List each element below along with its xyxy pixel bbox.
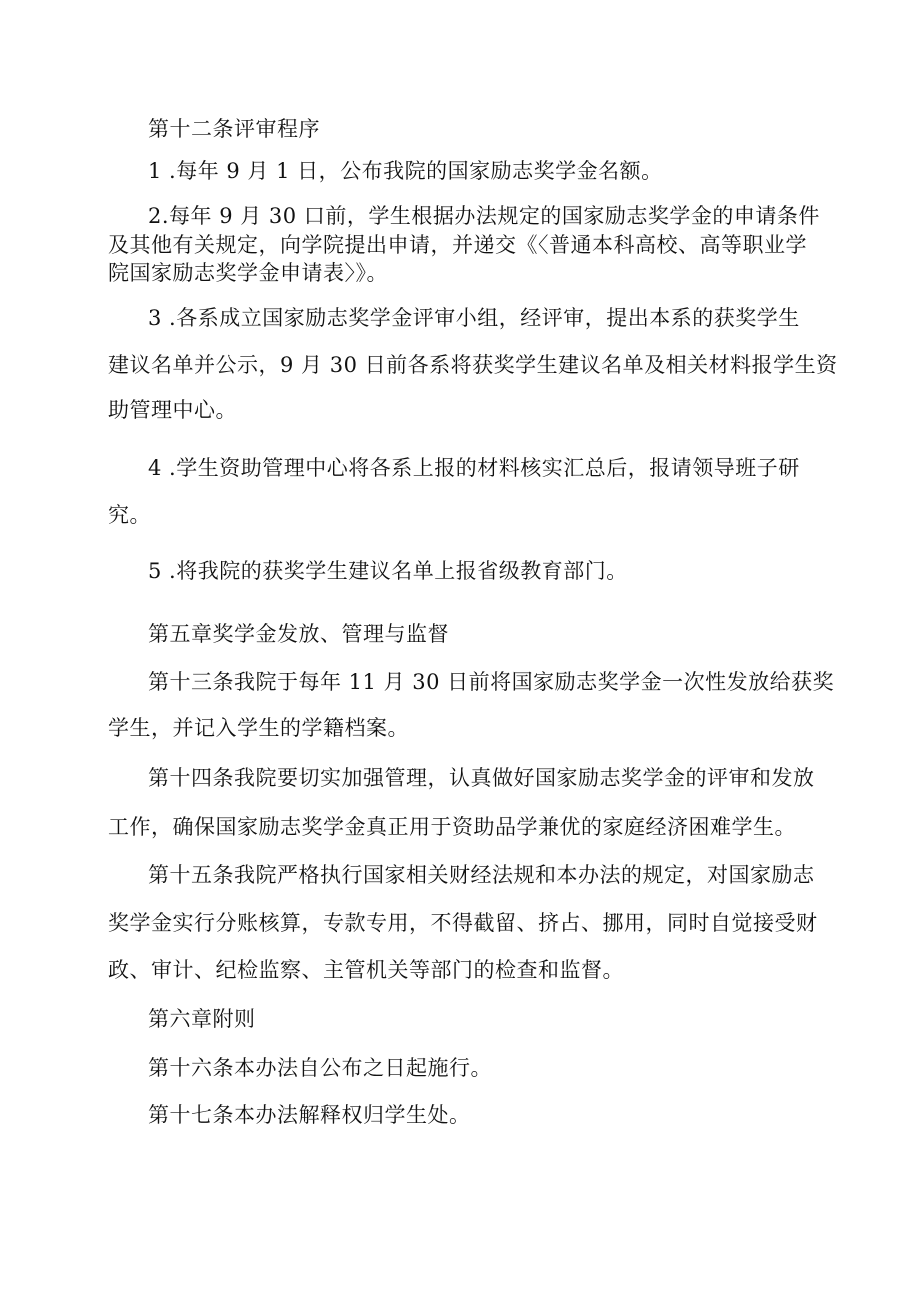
procedure-step-5: 5 .将我院的获奖学生建议名单上报省级教育部门。 <box>148 559 628 583</box>
procedure-step-2-line-1: 2.每年 9 月 30 口前，学生根据办法规定的国家励志奖学金的申请条件 <box>148 204 820 228</box>
article-14-line-1: 第十四条我院要切实加强管理，认真做好国家励志奖学金的评审和发放 <box>148 766 815 790</box>
article-16: 第十六条本办法自公布之日起施行。 <box>148 1056 492 1080</box>
article-13-line-1: 第十三条我院于每年 11 月 30 日前将国家励志奖学金一次性发放给获奖 <box>148 670 835 694</box>
procedure-step-4-line-1: 4 .学生资助管理中心将各系上报的材料核实汇总后，报请领导班子研 <box>148 456 800 480</box>
section-heading-article-12: 第十二条评审程序 <box>148 117 320 141</box>
chapter-heading-6: 第六章附则 <box>148 1007 256 1031</box>
procedure-step-1: 1 .每年 9 月 1 日，公布我院的国家励志奖学金名额。 <box>148 159 663 183</box>
article-13-line-2: 学生，并记入学生的学籍档案。 <box>108 716 409 740</box>
chapter-heading-5: 第五章奖学金发放、管理与监督 <box>148 622 449 646</box>
procedure-step-3-line-3: 助管理中心。 <box>108 398 237 422</box>
procedure-step-3-line-1: 3 .各系成立国家励志奖学金评审小组，经评审，提出本系的获奖学生 <box>148 306 800 330</box>
article-15-line-1: 第十五条我院严格执行国家相关财经法规和本办法的规定，对国家励志 <box>148 863 815 887</box>
procedure-step-2-line-2: 及其他有关规定，向学院提出申请，并递交《〈普通本科高校、高等职业学 <box>108 233 807 257</box>
procedure-step-4-line-2: 究。 <box>108 503 151 527</box>
article-15-line-2: 奖学金实行分账核算，专款专用，不得截留、挤占、挪用，同时自觉接受财 <box>108 911 818 935</box>
article-17: 第十七条本办法解释权归学生处。 <box>148 1103 471 1127</box>
article-15-line-3: 政、审计、纪检监察、主管机关等部门的检查和监督。 <box>108 958 624 982</box>
article-14-line-2: 工作，确保国家励志奖学金真正用于资助品学兼优的家庭经济困难学生。 <box>108 815 796 839</box>
procedure-step-3-line-2: 建议名单并公示，9 月 30 日前各系将获奖学生建议名单及相关材料报学生资 <box>108 353 838 377</box>
procedure-step-2-line-3: 院国家励志奖学金申请表〉》。 <box>108 261 388 285</box>
